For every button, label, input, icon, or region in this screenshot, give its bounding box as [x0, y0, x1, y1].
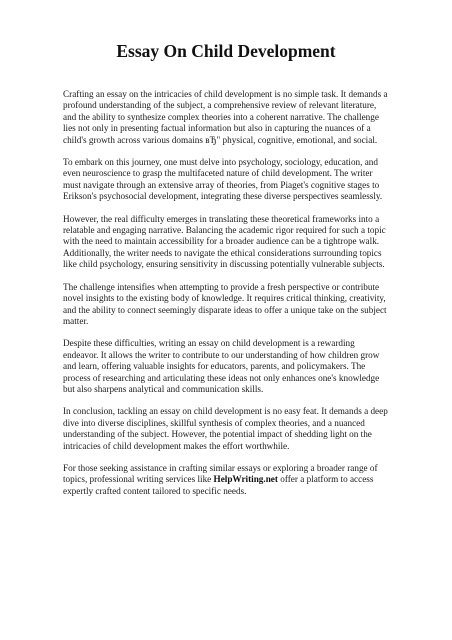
closing-text-before-link: For those seeking assistance in crafting similar essays or exploring a broader range of topics, professional writing services like: [63, 462, 378, 485]
paragraph-intro: Crafting an essay on the intricacies of child development is no simple task. It demands a profound understanding of the subject, a comprehensive review of relevant literature, and the ability to synthesize complex theories into a coherent narrative. The challenge lies not only in presenting factual information but also in capturing the nuances of a child's growth across various domains вЂ" physical, cognitive, emotional, and social.: [63, 89, 388, 145]
paragraph-closing: [63, 463, 389, 497]
paragraph-challenge: The challenge intensifies when attempting to provide a fresh perspective or contribute novel insights to the existing body of knowledge. It requires critical thinking, creativity, and the ability to connect seemingly disparate ideas to offer a unique take on the subject matter.: [63, 281, 387, 326]
document-title: Essay On Child Development: [116, 41, 336, 61]
paragraph-conclusion: In conclusion, tackling an essay on child development is no easy feat. It demands a deep dive into diverse disciplines, skillful synthesis of complex theories, and a nuanced understanding of the subject. However, the potential impact of shedding light on the intricacies of child development makes the effort worthwhile.: [63, 406, 388, 451]
paragraph-difficulty: However, the real difficulty emerges in translating these theoretical frameworks into a relatable and engaging narrative. Balancing the academic rigor required for such a topic with the need to maintain accessibility for a broader audience can be a tightrope walk. Additionally, the writer needs to navigate the ethical considerations surrounding topics like child psychology, ensuring sensitivity in discussing potentially vulnerable subjects.: [63, 213, 386, 270]
helpwriting-link[interactable]: HelpWriting.net: [213, 474, 278, 485]
paragraph-rewards: Despite these difficulties, writing an essay on child development is a rewarding endeavor. It allows the writer to contribute to our understanding of how children grow and learn, offering valuable insights for educators, parents, and policymakers. The process of researching and articulating these ideas not only enhances one's knowledge but also sharpens analytical and communication skills.: [63, 338, 380, 394]
paragraph-research: To embark on this journey, one must delve into psychology, sociology, education, and even neuroscience to grasp the multifaceted nature of child development. The writer must navigate through an extensive array of theories, from Piaget's cognitive stages to Erikson's psychosocial development, integrating these diverse perspectives seamlessly.: [63, 157, 383, 202]
closing-text-after-link: offer a platform to access expertly crafted content tailored to specific needs.: [63, 474, 374, 496]
